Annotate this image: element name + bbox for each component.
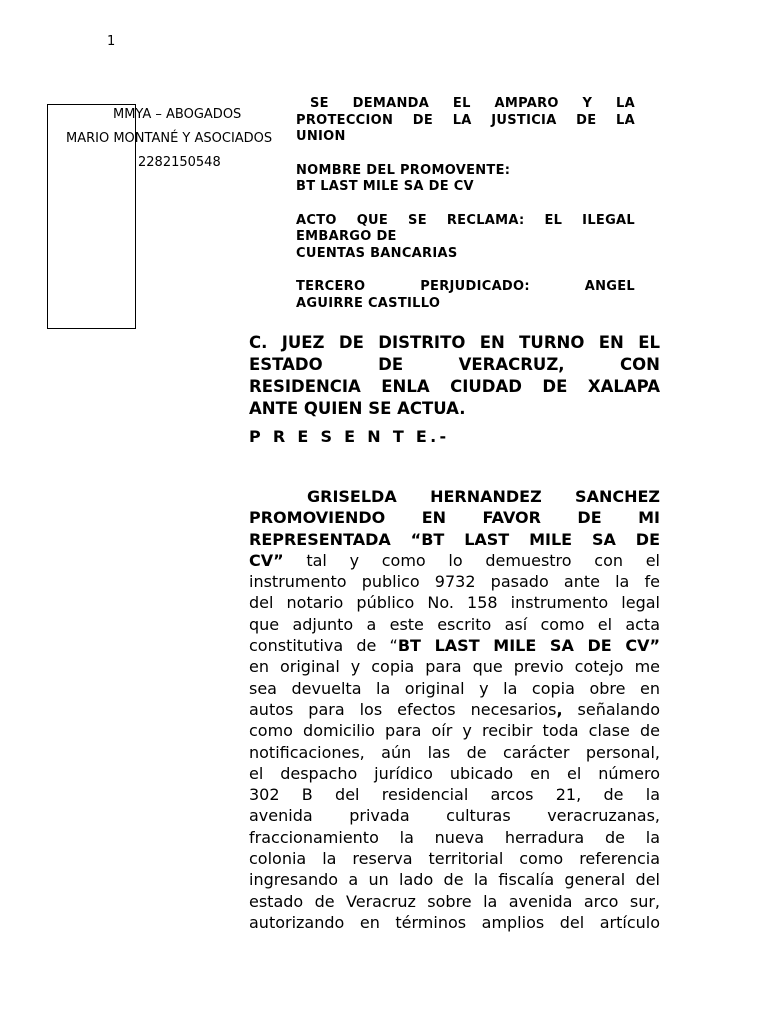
address-line: RESIDENCIA ENLA CIUDAD DE XALAPA (249, 377, 660, 396)
body-bold-text: , (556, 699, 563, 719)
promovente-label: NOMBRE DEL PROMOVENTE: (296, 162, 511, 178)
letterhead-name: MARIO MONTANÉ Y ASOCIADOS (66, 131, 273, 146)
body-line: PROMOVIENDO EN FAVOR DE MI (249, 508, 660, 528)
body-line: 302 B del residencial arcos 21, de la (249, 785, 660, 805)
body-line: fraccionamiento la nueva herradura de la (249, 827, 660, 847)
acto-line: ACTO QUE SE RECLAMA: EL ILEGAL (296, 212, 635, 228)
body-line: avenida privada culturas veracruzanas, (249, 806, 660, 826)
promovente-value: BT LAST MILE SA DE CV (296, 179, 474, 194)
body-line: colonia la reserva territorial como referencia (249, 849, 660, 869)
body-line: en original y copia para que previo cotejo me (249, 657, 660, 677)
acto-line: EMBARGO DE (296, 229, 397, 244)
body-line (249, 699, 660, 720)
letterhead-phone: 2282150548 (138, 155, 221, 170)
tercero-line: AGUIRRE CASTILLO (296, 295, 441, 311)
body-line: del notario público No. 158 instrumento legal (249, 593, 660, 613)
body-text: señalando (562, 699, 661, 719)
court-address (249, 332, 660, 420)
address-line: ESTADO DE VERACRUZ, CON (249, 355, 660, 374)
summary-title-line: SE DEMANDA EL AMPARO Y LA (310, 96, 635, 111)
address-line: C. JUEZ DE DISTRITO EN TURNO EN EL (249, 333, 660, 352)
body-line (249, 550, 660, 571)
body-line: como domicilio para oír y recibir toda clase de (249, 721, 660, 741)
body-line: GRISELDA HERNANDEZ SANCHEZ (307, 487, 660, 506)
case-summary (296, 96, 635, 312)
body-line: estado de Veracruz sobre la avenida arco sur, (249, 891, 660, 911)
body-line: sea devuelta la original y la copia obre en (249, 678, 660, 698)
summary-title-line: PROTECCION DE LA JUSTICIA DE LA (296, 112, 635, 128)
body-paragraph (249, 486, 660, 933)
presente-heading: P R E S E N T E.- (249, 427, 450, 446)
summary-title-line: UNION (296, 129, 346, 144)
body-line: que adjunto a este escrito así como el acta (249, 614, 660, 634)
body-line: autorizando en términos amplios del artículo (249, 912, 660, 932)
page-number: 1 (107, 34, 116, 49)
body-text: tal y como lo demuestro con el (283, 550, 660, 570)
body-line: notificaciones, aún las de carácter personal, (249, 742, 660, 762)
body-text: constitutiva de “ (249, 636, 398, 656)
body-line (249, 635, 660, 656)
body-bold-text: CV” (249, 550, 284, 570)
body-line: ingresando a un lado de la fiscalía general del (249, 870, 660, 890)
body-line: REPRESENTADA “BT LAST MILE SA DE (249, 529, 660, 549)
body-bold-text: BT LAST MILE SA DE CV” (397, 636, 660, 656)
body-line: instrumento publico 9732 pasado ante la fe (249, 572, 660, 592)
tercero-line: TERCERO PERJUDICADO: ANGEL (296, 279, 635, 294)
body-line: el despacho jurídico ubicado en el número (249, 763, 660, 783)
address-line: ANTE QUIEN SE ACTUA. (249, 399, 466, 418)
body-text: autos para los efectos necesarios (249, 699, 557, 719)
acto-line: CUENTAS BANCARIAS (296, 245, 458, 261)
letterhead-firm: MMYA – ABOGADOS (113, 107, 242, 122)
